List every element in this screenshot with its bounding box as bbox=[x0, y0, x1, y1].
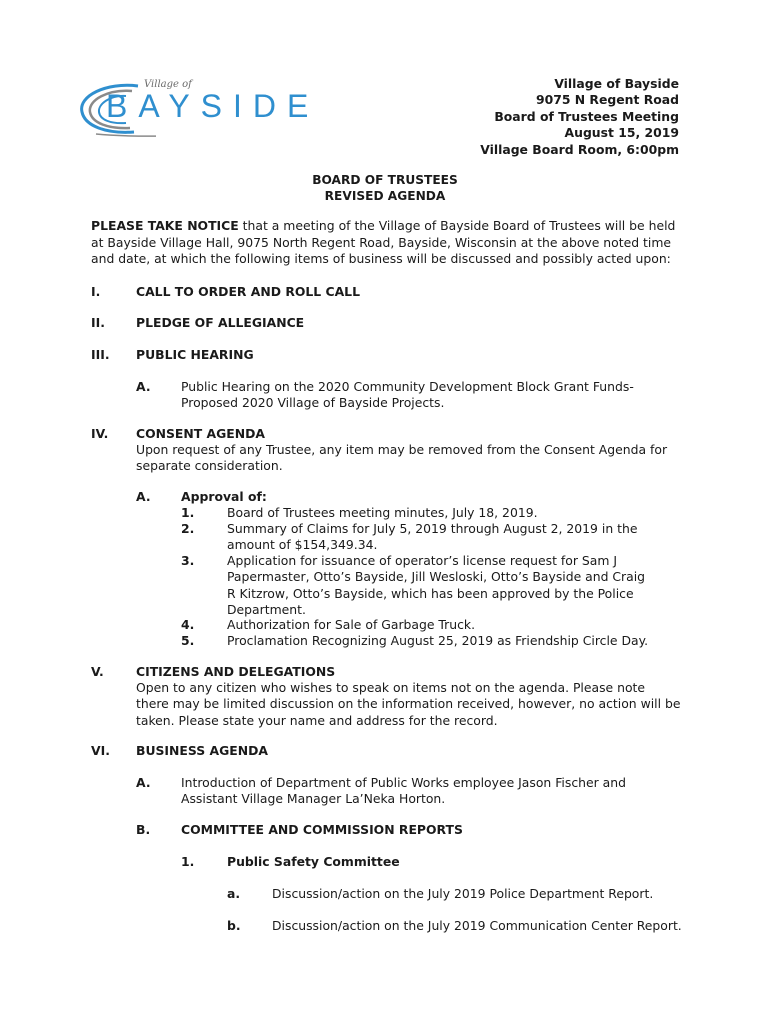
header-village: Village of Bayside bbox=[554, 76, 679, 91]
committee-1-number: 1. bbox=[181, 854, 195, 869]
consent-item-2-number: 2. bbox=[181, 521, 195, 536]
notice-lead: PLEASE TAKE NOTICE bbox=[91, 218, 239, 233]
consent-item-4-text: Authorization for Sale of Garbage Truck. bbox=[227, 617, 476, 632]
title-line-2: REVISED AGENDA bbox=[324, 189, 446, 204]
logo-small-text: Village of bbox=[144, 79, 192, 90]
meeting-header bbox=[480, 76, 679, 158]
notice-paragraph bbox=[91, 218, 681, 268]
section-vi-b-number: B. bbox=[136, 822, 151, 837]
committee-1b-number: b. bbox=[227, 918, 241, 933]
section-v-title: CITIZENS AND DELEGATIONS bbox=[136, 664, 336, 679]
section-v-description: Open to any citizen who wishes to speak on items not on the agenda. Please note there may be limited discussion on the information received, however, no action will be taken. Please state your name and address for the record. bbox=[136, 680, 681, 728]
committee-1b-text: Discussion/action on the July 2019 Communication Center Report. bbox=[272, 918, 682, 933]
section-vi-b-title: COMMITTEE AND COMMISSION REPORTS bbox=[181, 822, 463, 837]
section-vi-a-text: Introduction of Department of Public Works employee Jason Fischer and Assistant Village Manager La’Neka Horton. bbox=[181, 775, 626, 807]
section-vi-number: VI. bbox=[91, 743, 110, 758]
section-ii-number: II. bbox=[91, 315, 105, 330]
header-address: 9075 N Regent Road bbox=[535, 92, 679, 108]
section-i-number: I. bbox=[91, 284, 101, 299]
consent-item-5-number: 5. bbox=[181, 633, 195, 648]
consent-item-4-number: 4. bbox=[181, 617, 195, 632]
section-vi-a-number: A. bbox=[136, 775, 151, 790]
header-location: Village Board Room, 6:00pm bbox=[480, 141, 679, 157]
consent-item-2-text: Summary of Claims for July 5, 2019 through August 2, 2019 in the amount of $154,349.34. bbox=[227, 521, 638, 553]
section-v-number: V. bbox=[91, 664, 104, 679]
section-iii-title: PUBLIC HEARING bbox=[136, 347, 254, 362]
agenda-title bbox=[0, 172, 770, 205]
consent-item-1-text: Board of Trustees meeting minutes, July 18, 2019. bbox=[227, 505, 538, 520]
section-iii-a-text: Public Hearing on the 2020 Community Development Block Grant Funds-Proposed 2020 Village of Bayside Projects. bbox=[181, 379, 634, 411]
committee-1-title: Public Safety Committee bbox=[227, 854, 400, 869]
bayside-logo bbox=[76, 79, 356, 138]
committee-1a-text: Discussion/action on the July 2019 Police Department Report. bbox=[272, 886, 654, 901]
section-vi-title: BUSINESS AGENDA bbox=[136, 743, 268, 758]
header-date: August 15, 2019 bbox=[564, 125, 679, 141]
notice-text: that a meeting of the Village of Bayside Board of Trustees will be held at Bayside Village Hall, 9075 North Regent Road, Bayside, Wisconsin at the above noted time and date, at which the following items of business will be discussed and possibly acted upon: bbox=[91, 218, 676, 267]
header-meeting: Board of Trustees Meeting bbox=[494, 108, 679, 124]
consent-item-3-text: Application for issuance of operator’s license request for Sam J Papermaster, Otto’s Bayside, Jill Wesloski, Otto’s Bayside and Craig R Kitzrow, Otto’s Bayside, which has been approved by the Police Department. bbox=[227, 553, 646, 618]
section-ii-title: PLEDGE OF ALLEGIANCE bbox=[136, 315, 305, 330]
title-line-1: BOARD OF TRUSTEES bbox=[312, 173, 458, 187]
consent-item-5-text: Proclamation Recognizing August 25, 2019 as Friendship Circle Day. bbox=[227, 633, 649, 648]
section-iv-a-title: Approval of: bbox=[181, 489, 267, 504]
committee-1a-number: a. bbox=[227, 886, 241, 901]
section-iii-a-number: A. bbox=[136, 379, 151, 394]
consent-item-3-number: 3. bbox=[181, 553, 195, 568]
section-iii-number: III. bbox=[91, 347, 110, 362]
section-iv-description: Upon request of any Trustee, any item may be removed from the Consent Agenda for separate consideration. bbox=[136, 442, 668, 474]
section-iv-title: CONSENT AGENDA bbox=[136, 426, 265, 441]
section-iv-number: IV. bbox=[91, 426, 109, 441]
consent-item-1-number: 1. bbox=[181, 505, 195, 520]
section-iv-a-number: A. bbox=[136, 489, 151, 504]
section-i-title: CALL TO ORDER AND ROLL CALL bbox=[136, 284, 360, 299]
logo-wordmark: BAYSIDE bbox=[106, 88, 320, 124]
